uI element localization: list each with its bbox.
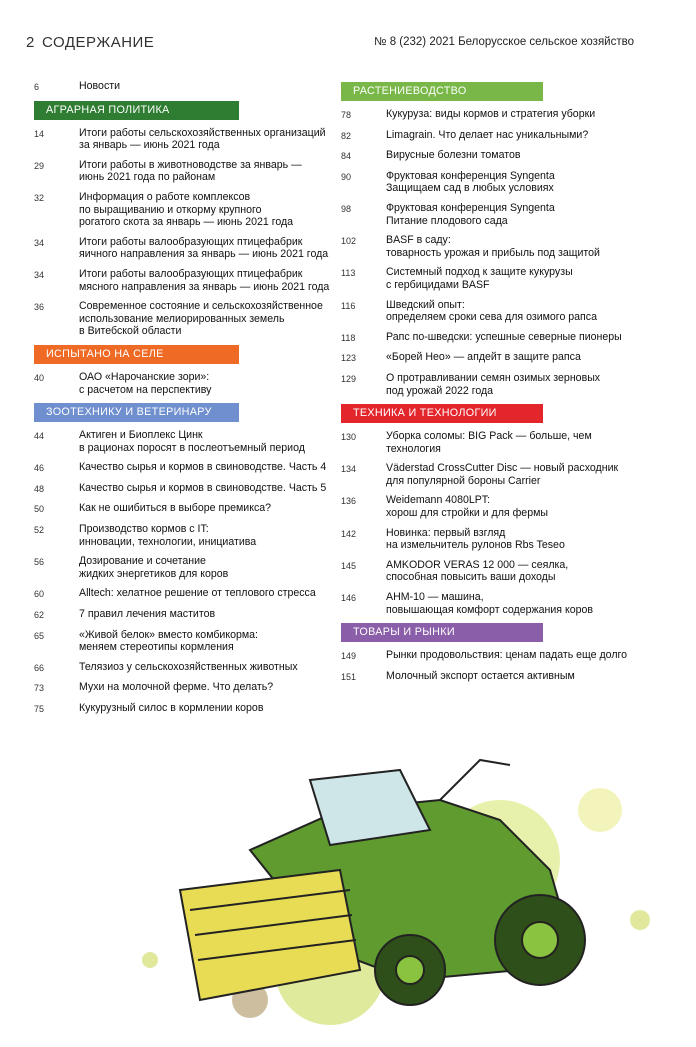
toc-entry[interactable] bbox=[34, 127, 330, 152]
paint-splash bbox=[630, 910, 650, 930]
toc-entry[interactable] bbox=[341, 266, 641, 291]
toc-entry-line: в рационах поросят в послеотъемный период bbox=[79, 441, 305, 454]
spout bbox=[440, 760, 510, 800]
toc-entry[interactable] bbox=[341, 331, 641, 345]
toc-entry-line: Limagrain. Что делает нас уникальными? bbox=[386, 128, 589, 141]
toc-entry-line: Рапс по-шведски: успешные северные пионеры bbox=[386, 330, 622, 343]
toc-entry-title bbox=[386, 670, 641, 683]
toc-page-number: 50 bbox=[34, 504, 45, 515]
toc-page-number: 73 bbox=[34, 683, 45, 694]
toc-page-number: 102 bbox=[341, 236, 357, 247]
forage-harvester-illustration bbox=[80, 740, 690, 1040]
toc-entry[interactable] bbox=[34, 268, 330, 293]
toc-entry-line: Итоги работы валообразующих птицефабрик bbox=[79, 267, 303, 280]
toc-entry-line: мясного направления за январь — июнь 2021 года bbox=[79, 280, 330, 293]
toc-entry-title bbox=[386, 331, 641, 344]
toc-entry-line: Уборка соломы: BIG Pack — больше, чем технология bbox=[386, 430, 592, 455]
toc-page-number: 29 bbox=[34, 160, 45, 171]
toc-entry-title bbox=[386, 372, 641, 397]
toc-entry-title bbox=[386, 591, 641, 616]
toc-entry-line: Вирусные болезни томатов bbox=[386, 149, 521, 162]
front-wheel-hub bbox=[396, 956, 424, 984]
toc-entry-title bbox=[79, 608, 330, 621]
toc-entry-line: Питание плодового сада bbox=[386, 214, 508, 227]
toc-page-number: 98 bbox=[341, 203, 352, 214]
toc-entry-title bbox=[79, 159, 330, 184]
toc-entry-title bbox=[386, 649, 641, 662]
toc-page-number: 44 bbox=[34, 431, 45, 442]
toc-entry[interactable] bbox=[34, 587, 330, 601]
toc-left-column bbox=[34, 80, 330, 723]
issue-info: № 8 (232) 2021 Белорусское сельское хозяйство bbox=[374, 36, 634, 48]
toc-entry-title bbox=[79, 236, 330, 261]
toc-entry-line: 7 правил лечения маститов bbox=[79, 608, 216, 621]
toc-page-number: 65 bbox=[34, 630, 45, 641]
toc-entry[interactable] bbox=[341, 494, 641, 519]
toc-entry[interactable] bbox=[34, 429, 330, 454]
toc-entry[interactable] bbox=[34, 702, 330, 716]
toc-page-number: 130 bbox=[341, 432, 357, 443]
toc-page-number: 60 bbox=[34, 589, 45, 600]
toc-entry-title bbox=[79, 502, 330, 515]
toc-entry[interactable] bbox=[34, 661, 330, 675]
toc-entry-title bbox=[386, 170, 641, 195]
toc-page-number: 6 bbox=[34, 82, 40, 92]
toc-page-number: 66 bbox=[34, 662, 45, 673]
toc-entry-line: Weidemann 4080LPT: bbox=[386, 494, 491, 507]
page-title: СОДЕРЖАНИЕ bbox=[42, 34, 155, 51]
toc-entry-line: Защищаем сад в любых условиях bbox=[386, 182, 554, 195]
toc-entry-title bbox=[386, 202, 641, 227]
toc-entry[interactable] bbox=[341, 149, 641, 163]
toc-page-number: 52 bbox=[34, 525, 45, 536]
section-header: ТОВАРЫ И РЫНКИ bbox=[341, 623, 543, 642]
toc-entry-title bbox=[79, 127, 330, 152]
toc-entry-line: Качество сырья и кормов в свиноводстве. Часть 5 bbox=[79, 481, 327, 494]
toc-entry-line: использование мелиорированных земель bbox=[79, 312, 285, 325]
toc-page-number: 40 bbox=[34, 372, 45, 383]
toc-entry[interactable] bbox=[34, 523, 330, 548]
toc-page-number: 134 bbox=[341, 464, 357, 475]
toc-page-number: 56 bbox=[34, 557, 45, 568]
toc-entry-title bbox=[386, 351, 641, 364]
toc-entry-line: Итоги работы сельскохозяйственных организаций bbox=[79, 126, 326, 139]
toc-page-number: 32 bbox=[34, 192, 45, 203]
toc-entry-line: Итоги работы в животноводстве за январь — bbox=[79, 158, 302, 171]
toc-entry[interactable] bbox=[341, 649, 641, 663]
toc-entry-line: яичного направления за январь — июнь 2021 года bbox=[79, 248, 329, 261]
toc-page-number: 75 bbox=[34, 704, 45, 714]
paint-splash bbox=[142, 952, 158, 968]
toc-entry-title bbox=[386, 129, 641, 142]
toc-entry-line: Väderstad CrossCutter Disc — новый расходник bbox=[386, 462, 619, 475]
toc-entry[interactable] bbox=[341, 527, 641, 552]
toc-entry[interactable] bbox=[34, 555, 330, 580]
toc-entry-title bbox=[79, 371, 330, 396]
toc-page-number: 151 bbox=[341, 671, 357, 682]
toc-entry-line: Фруктовая конференция Syngenta bbox=[386, 201, 555, 214]
toc-entry-line: повышающая комфорт содержания коров bbox=[386, 603, 594, 616]
toc-entry-line: рогатого скота за январь — июнь 2021 года bbox=[79, 216, 294, 229]
toc-entry-title bbox=[79, 661, 330, 674]
section-header: РАСТЕНИЕВОДСТВО bbox=[341, 82, 543, 101]
toc-entry-title bbox=[79, 587, 330, 600]
page-header bbox=[26, 34, 646, 54]
toc-entry-line: жидких энергетиков для коров bbox=[79, 567, 229, 580]
toc-entry-line: Производство кормов с IT: bbox=[79, 523, 209, 536]
toc-entry-line: Как не ошибиться в выборе премикса? bbox=[79, 502, 272, 515]
toc-right-column bbox=[341, 80, 641, 690]
toc-entry-title bbox=[79, 268, 330, 293]
toc-entry-title bbox=[386, 430, 641, 455]
toc-page-number: 34 bbox=[34, 269, 45, 280]
section-header: ЗООТЕХНИКУ И ВЕТЕРИНАРУ bbox=[34, 403, 239, 422]
toc-entry-line: Информация о работе комплексов bbox=[79, 190, 251, 203]
toc-entry[interactable] bbox=[341, 108, 641, 122]
toc-page-number: 78 bbox=[341, 110, 352, 120]
toc-entry-line: с расчетом на перспективу bbox=[79, 383, 212, 396]
toc-entry-line: с гербицидами BASF bbox=[386, 278, 490, 291]
toc-page-number: 82 bbox=[341, 130, 352, 141]
toc-entry[interactable] bbox=[34, 461, 330, 475]
toc-page-number: 90 bbox=[341, 171, 352, 182]
toc-entry-line: Современное состояние и сельскохозяйственное bbox=[79, 300, 323, 313]
toc-entry[interactable] bbox=[34, 159, 330, 184]
toc-page-number: 36 bbox=[34, 302, 45, 313]
toc-entry-line: Шведский опыт: bbox=[386, 298, 465, 311]
toc-entry[interactable] bbox=[341, 670, 641, 684]
toc-entry[interactable] bbox=[341, 559, 641, 584]
toc-page-number: 84 bbox=[341, 151, 352, 162]
toc-entry-line: Новинка: первый взгляд bbox=[386, 526, 506, 539]
toc-entry-line: О протравливании семян озимых зерновых bbox=[386, 371, 601, 384]
toc-entry[interactable] bbox=[341, 170, 641, 195]
toc-entry[interactable] bbox=[34, 482, 330, 496]
toc-entry-line: в Витебской области bbox=[79, 325, 182, 338]
toc-entry-line: Телязиоз у сельскохозяйственных животных bbox=[79, 660, 298, 673]
toc-entry-line: «Живой белок» вместо комбикорма: bbox=[79, 628, 259, 641]
toc-page-number: 116 bbox=[341, 300, 356, 311]
toc-page-number: 145 bbox=[341, 560, 357, 571]
toc-entry-title bbox=[386, 559, 641, 584]
toc-entry-line: Дозирование и сочетание bbox=[79, 555, 206, 568]
toc-entry-title bbox=[386, 527, 641, 552]
toc-page-number: 62 bbox=[34, 610, 45, 621]
toc-entry[interactable] bbox=[341, 591, 641, 616]
toc-entry[interactable] bbox=[341, 234, 641, 259]
toc-page-number: 118 bbox=[341, 332, 356, 343]
section-header: АГРАРНАЯ ПОЛИТИКА bbox=[34, 101, 239, 120]
toc-entry[interactable] bbox=[341, 129, 641, 143]
toc-entry-line: Кукурузный силос в кормлении коров bbox=[79, 702, 264, 714]
toc-entry-line: AMKODOR VERAS 12 000 — сеялка, bbox=[386, 558, 569, 571]
toc-entry[interactable] bbox=[34, 300, 330, 338]
toc-entry[interactable] bbox=[341, 372, 641, 397]
toc-entry[interactable] bbox=[341, 351, 641, 365]
toc-entry-line: для популярной бороны Carrier bbox=[386, 474, 541, 487]
toc-entry-line: Актиген и Биоплекс Цинк bbox=[79, 429, 203, 442]
toc-page-number: 48 bbox=[34, 483, 45, 494]
toc-entry-line: инновации, технологии, инициатива bbox=[79, 535, 257, 548]
toc-entry-title bbox=[79, 523, 330, 548]
toc-entry-line: Мухи на молочной ферме. Что делать? bbox=[79, 681, 274, 694]
toc-entry[interactable] bbox=[34, 502, 330, 516]
toc-entry-title bbox=[79, 555, 330, 580]
toc-entry-title bbox=[79, 681, 330, 694]
toc-page-number: 46 bbox=[34, 463, 45, 474]
toc-entry[interactable] bbox=[341, 202, 641, 227]
toc-entry-line: ОАО «Нарочанские зори»: bbox=[79, 370, 210, 383]
toc-entry-line: Рынки продовольствия: ценам падать еще долго bbox=[386, 649, 628, 662]
toc-entry-title bbox=[386, 234, 641, 259]
toc-entry-title bbox=[386, 108, 641, 121]
toc-entry-title bbox=[79, 461, 330, 474]
toc-entry-line: Системный подход к защите кукурузы bbox=[386, 266, 573, 279]
toc-entry-title bbox=[386, 266, 641, 291]
rear-wheel-hub bbox=[522, 922, 558, 958]
toc-entry[interactable] bbox=[34, 629, 330, 654]
section-header: ИСПЫТАНО НА СЕЛЕ bbox=[34, 345, 239, 364]
toc-entry-line: хорош для стройки и для фермы bbox=[386, 507, 548, 520]
toc-entry-title bbox=[79, 300, 330, 338]
toc-entry[interactable] bbox=[34, 608, 330, 622]
toc-entry[interactable] bbox=[34, 191, 330, 229]
toc-entry-line: BASF в саду: bbox=[386, 234, 451, 247]
toc-entry-line: по выращиванию и откорму крупного bbox=[79, 203, 262, 216]
toc-entry-line: Alltech: хелатное решение от теплового стресса bbox=[79, 587, 316, 600]
toc-entry-line: Итоги работы валообразующих птицефабрик bbox=[79, 235, 303, 248]
toc-entry-line: Новости bbox=[79, 80, 121, 92]
toc-entry-line: товарность урожая и прибыль под защитой bbox=[386, 246, 600, 259]
toc-entry-line: на измельчитель рулонов Rbs Teseo bbox=[386, 539, 565, 552]
toc-entry[interactable] bbox=[341, 462, 641, 487]
toc-page-number: 142 bbox=[341, 528, 357, 539]
toc-entry-title bbox=[386, 299, 641, 324]
toc-entry-line: под урожай 2022 года bbox=[386, 384, 494, 397]
toc-entry-line: меняем стереотипы кормления bbox=[79, 641, 234, 654]
toc-entry[interactable] bbox=[34, 681, 330, 695]
toc-page-number: 123 bbox=[341, 353, 357, 364]
toc-entry[interactable] bbox=[34, 236, 330, 261]
toc-page-number: 129 bbox=[341, 373, 357, 384]
toc-entry-line: Кукуруза: виды кормов и стратегия уборки bbox=[386, 108, 596, 120]
toc-entry-line: Молочный экспорт остается активным bbox=[386, 669, 575, 682]
section-header: ТЕХНИКА И ТЕХНОЛОГИИ bbox=[341, 404, 543, 423]
toc-entry-line: Качество сырья и кормов в свиноводстве. Часть 4 bbox=[79, 461, 327, 474]
toc-entry-line: Фруктовая конференция Syngenta bbox=[386, 169, 555, 182]
toc-entry-title bbox=[79, 80, 330, 93]
toc-entry-line: определяем сроки сева для озимого рапса bbox=[386, 311, 597, 324]
toc-entry-title bbox=[79, 482, 330, 495]
toc-entry-title bbox=[386, 149, 641, 162]
toc-entry-line: за январь — июнь 2021 года bbox=[79, 139, 220, 152]
toc-entry[interactable] bbox=[341, 430, 641, 455]
toc-entry-title bbox=[386, 494, 641, 519]
toc-page-number: 34 bbox=[34, 237, 45, 248]
toc-entry-line: «Борей Нео» — апдейт в защите рапса bbox=[386, 351, 581, 364]
toc-entry[interactable] bbox=[341, 299, 641, 324]
toc-page-number: 136 bbox=[341, 496, 357, 507]
toc-entry-title bbox=[79, 191, 330, 229]
toc-entry-title bbox=[386, 462, 641, 487]
toc-page-number: 149 bbox=[341, 651, 357, 662]
toc-page-number: 146 bbox=[341, 593, 357, 604]
toc-entry-line: июнь 2021 года по районам bbox=[79, 171, 216, 184]
toc-entry-title bbox=[79, 702, 330, 715]
toc-page-number: 14 bbox=[34, 128, 45, 139]
page-number: 2 bbox=[26, 34, 35, 51]
toc-entry-line: АНМ-10 — машина, bbox=[386, 591, 484, 604]
toc-entry-title bbox=[79, 429, 330, 454]
paint-splash bbox=[578, 788, 622, 832]
toc-entry-line: способная повысить ваши доходы bbox=[386, 571, 556, 584]
toc-entry[interactable] bbox=[34, 371, 330, 396]
toc-entry-title bbox=[79, 629, 330, 654]
toc-page-number: 113 bbox=[341, 268, 356, 279]
toc-entry[interactable] bbox=[34, 80, 330, 94]
